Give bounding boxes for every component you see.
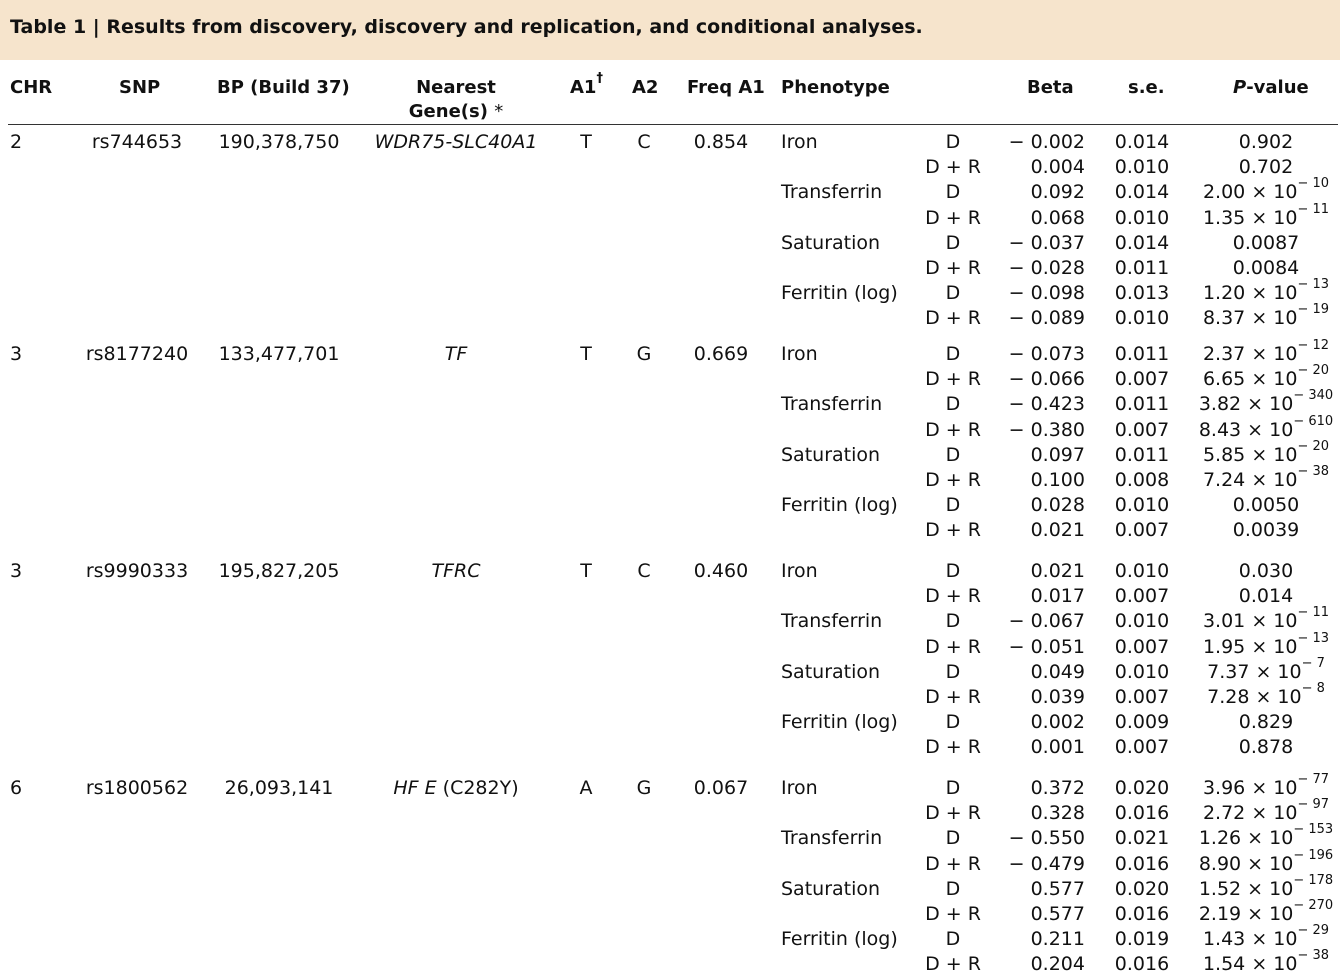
- phenotype-cell: Transferrin: [781, 610, 883, 632]
- header-phenotype: Phenotype: [781, 77, 890, 98]
- gene-cell: [431, 559, 480, 584]
- pvalue-cell: [1239, 735, 1293, 760]
- dataset-cell: D + R: [925, 257, 981, 279]
- pvalue-exponent: − 29: [1297, 922, 1330, 938]
- dataset-cell: D: [945, 878, 961, 900]
- se-cell: 0.010: [1114, 560, 1170, 582]
- pvalue-cell: [1233, 493, 1299, 518]
- freq-cell: 0.067: [693, 777, 749, 799]
- a1-cell: T: [580, 131, 592, 153]
- beta-cell: 0.002: [1030, 711, 1085, 733]
- se-cell: 0.007: [1114, 368, 1170, 390]
- se-cell: 0.019: [1114, 928, 1170, 950]
- gene-cell: [445, 342, 468, 367]
- a2-cell: C: [637, 131, 651, 153]
- pvalue-mantissa: 1.52 × 10: [1198, 878, 1294, 900]
- pvalue-mantissa: 1.35 × 10: [1202, 207, 1298, 229]
- header-gene: [409, 76, 503, 124]
- dataset-cell: D: [945, 393, 961, 415]
- dataset-cell: D + R: [925, 736, 981, 758]
- pvalue-exponent: − 13: [1297, 630, 1330, 646]
- pvalue-mantissa: 7.24 × 10: [1202, 469, 1298, 491]
- pvalue-exponent: − 11: [1297, 604, 1330, 620]
- snp-cell: rs9990333: [85, 560, 189, 582]
- pvalue-exponent: − 11: [1297, 201, 1330, 217]
- beta-cell: − 0.098: [1008, 282, 1085, 304]
- dataset-cell: D + R: [925, 307, 981, 329]
- se-cell: 0.016: [1114, 853, 1170, 875]
- se-cell: 0.007: [1114, 736, 1170, 758]
- pvalue-cell: [1239, 584, 1293, 609]
- beta-cell: − 0.002: [1008, 131, 1085, 153]
- se-cell: 0.008: [1114, 469, 1170, 491]
- pvalue-exponent: − 12: [1297, 337, 1330, 353]
- pvalue-mantissa: 3.01 × 10: [1202, 610, 1298, 632]
- a1-cell: T: [580, 343, 592, 365]
- a1-cell: T: [580, 560, 592, 582]
- pvalue-cell: [1202, 463, 1330, 493]
- pvalue-mantissa: 0.829: [1238, 711, 1294, 733]
- pvalue-mantissa: 8.90 × 10: [1198, 853, 1294, 875]
- header-bp: BP (Build 37): [217, 77, 350, 98]
- pvalue-mantissa: 0.030: [1238, 560, 1294, 582]
- chr-cell: 6: [10, 777, 23, 799]
- snp-cell: rs8177240: [85, 343, 189, 365]
- se-cell: 0.010: [1114, 494, 1170, 516]
- header-pvalue-p: P: [1233, 77, 1247, 98]
- pvalue-exponent: − 38: [1297, 463, 1330, 479]
- se-cell: 0.014: [1114, 131, 1170, 153]
- bp-cell: 133,477,701: [218, 343, 340, 365]
- dataset-cell: D: [945, 928, 961, 950]
- header-gene-footnote-mark: *: [494, 101, 504, 122]
- dataset-cell: D: [945, 131, 961, 153]
- dataset-cell: D + R: [925, 853, 981, 875]
- snp-cell: rs1800562: [85, 777, 189, 799]
- pvalue-mantissa: 0.702: [1238, 156, 1294, 178]
- beta-cell: − 0.073: [1008, 343, 1085, 365]
- table-caption: Table 1 | Results from discovery, discovery and replication, and conditional analyses.: [0, 0, 1340, 60]
- se-cell: 0.011: [1114, 393, 1170, 415]
- beta-cell: 0.092: [1030, 181, 1085, 203]
- dataset-cell: D + R: [925, 207, 981, 229]
- pvalue-mantissa: 0.0050: [1232, 494, 1300, 516]
- bp-cell: 26,093,141: [224, 777, 334, 799]
- header-beta: Beta: [1027, 77, 1074, 98]
- phenotype-cell: Saturation: [781, 232, 881, 254]
- phenotype-cell: Iron: [781, 343, 818, 365]
- beta-cell: 0.028: [1030, 494, 1085, 516]
- se-cell: 0.020: [1114, 777, 1170, 799]
- header-snp: SNP: [119, 77, 161, 98]
- dataset-cell: D + R: [925, 636, 981, 658]
- dataset-cell: D + R: [925, 519, 981, 541]
- phenotype-cell: Ferritin (log): [781, 928, 898, 950]
- pvalue-exponent: − 13: [1297, 276, 1330, 292]
- se-cell: 0.010: [1114, 661, 1170, 683]
- chr-cell: 3: [10, 343, 23, 365]
- beta-cell: 0.068: [1030, 207, 1085, 229]
- pvalue-exponent: − 153: [1293, 821, 1334, 837]
- gene-name: TF: [444, 343, 468, 365]
- pvalue-cell: [1233, 231, 1299, 256]
- phenotype-cell: Saturation: [781, 878, 881, 900]
- header-a1: [570, 71, 603, 100]
- header-freq: Freq A1: [687, 77, 765, 98]
- pvalue-cell: [1239, 155, 1293, 180]
- dataset-cell: D: [945, 343, 961, 365]
- header-chr: CHR: [10, 77, 53, 98]
- pvalue-mantissa: 3.96 × 10: [1202, 777, 1298, 799]
- beta-cell: 0.049: [1030, 661, 1085, 683]
- dataset-cell: D + R: [925, 802, 981, 824]
- dataset-cell: D: [945, 827, 961, 849]
- beta-cell: 0.039: [1030, 686, 1085, 708]
- pvalue-mantissa: 1.43 × 10: [1202, 928, 1298, 950]
- pvalue-cell: [1202, 947, 1330, 977]
- pvalue-exponent: − 340: [1293, 387, 1334, 403]
- dataset-cell: D + R: [925, 903, 981, 925]
- se-cell: 0.011: [1114, 444, 1170, 466]
- pvalue-mantissa: 8.37 × 10: [1202, 307, 1298, 329]
- beta-cell: 0.017: [1030, 585, 1085, 607]
- gene-cell: [393, 776, 518, 801]
- se-cell: 0.007: [1114, 686, 1170, 708]
- bp-cell: 195,827,205: [218, 560, 340, 582]
- pvalue-mantissa: 3.82 × 10: [1198, 393, 1294, 415]
- pvalue-mantissa: 8.43 × 10: [1198, 419, 1294, 441]
- pvalue-cell: [1202, 301, 1330, 331]
- pvalue-exponent: − 270: [1293, 897, 1334, 913]
- pvalue-exponent: − 20: [1297, 362, 1330, 378]
- dataset-cell: D: [945, 494, 961, 516]
- pvalue-mantissa: 1.95 × 10: [1202, 636, 1298, 658]
- gene-name: HF E: [393, 777, 437, 799]
- se-cell: 0.014: [1114, 232, 1170, 254]
- a2-cell: G: [636, 343, 652, 365]
- header-pvalue: [1233, 76, 1309, 100]
- pvalue-mantissa: 1.54 × 10: [1202, 953, 1298, 975]
- dataset-cell: D + R: [925, 156, 981, 178]
- pvalue-mantissa: 0.902: [1238, 131, 1294, 153]
- beta-cell: − 0.028: [1008, 257, 1085, 279]
- gene-name: WDR75-SLC40A1: [374, 131, 538, 153]
- se-cell: 0.007: [1114, 636, 1170, 658]
- gene-cell: [375, 130, 538, 155]
- pvalue-cell: [1233, 256, 1299, 281]
- pvalue-exponent: − 178: [1293, 872, 1334, 888]
- phenotype-cell: Transferrin: [781, 827, 883, 849]
- beta-cell: 0.021: [1030, 519, 1085, 541]
- phenotype-cell: Iron: [781, 131, 818, 153]
- beta-cell: 0.001: [1030, 736, 1085, 758]
- pvalue-mantissa: 6.65 × 10: [1202, 368, 1298, 390]
- pvalue-mantissa: 0.0039: [1232, 519, 1300, 541]
- pvalue-cell: [1239, 130, 1293, 155]
- beta-cell: 0.097: [1030, 444, 1085, 466]
- beta-cell: − 0.423: [1008, 393, 1085, 415]
- dataset-cell: D: [945, 282, 961, 304]
- beta-cell: − 0.037: [1008, 232, 1085, 254]
- pvalue-cell: [1202, 201, 1330, 231]
- pvalue-cell: [1207, 680, 1325, 710]
- dataset-cell: D: [945, 610, 961, 632]
- phenotype-cell: Ferritin (log): [781, 282, 898, 304]
- beta-cell: 0.372: [1030, 777, 1085, 799]
- pvalue-exponent: − 610: [1293, 413, 1334, 429]
- beta-cell: 0.021: [1030, 560, 1085, 582]
- pvalue-mantissa: 1.20 × 10: [1202, 282, 1298, 304]
- bp-cell: 190,378,750: [218, 131, 340, 153]
- pvalue-exponent: − 20: [1297, 438, 1330, 454]
- pvalue-cell: [1239, 710, 1293, 735]
- beta-cell: 0.328: [1030, 802, 1085, 824]
- beta-cell: 0.577: [1030, 878, 1085, 900]
- pvalue-exponent: − 38: [1297, 947, 1330, 963]
- pvalue-mantissa: 2.72 × 10: [1202, 802, 1298, 824]
- header-se: s.e.: [1128, 77, 1165, 98]
- se-cell: 0.011: [1114, 257, 1170, 279]
- a1-cell: A: [579, 777, 593, 799]
- se-cell: 0.016: [1114, 802, 1170, 824]
- se-cell: 0.013: [1114, 282, 1170, 304]
- se-cell: 0.021: [1114, 827, 1170, 849]
- chr-cell: 3: [10, 560, 23, 582]
- gene-name: TFRC: [431, 560, 481, 582]
- dataset-cell: D + R: [925, 368, 981, 390]
- dataset-cell: D: [945, 232, 961, 254]
- se-cell: 0.011: [1114, 343, 1170, 365]
- header-a2: A2: [632, 77, 659, 98]
- se-cell: 0.007: [1114, 585, 1170, 607]
- phenotype-cell: Ferritin (log): [781, 494, 898, 516]
- beta-cell: 0.577: [1030, 903, 1085, 925]
- phenotype-cell: Transferrin: [781, 393, 883, 415]
- pvalue-cell: [1233, 518, 1299, 543]
- pvalue-mantissa: 0.878: [1238, 736, 1294, 758]
- beta-cell: − 0.380: [1008, 419, 1085, 441]
- phenotype-cell: Saturation: [781, 661, 881, 683]
- pvalue-cell: [1239, 559, 1293, 584]
- header-gene-line2: Gene(s): [408, 101, 488, 122]
- freq-cell: 0.460: [693, 560, 749, 582]
- header-a1-label: A1: [570, 77, 597, 98]
- se-cell: 0.009: [1114, 711, 1170, 733]
- phenotype-cell: Saturation: [781, 444, 881, 466]
- table-header: [0, 60, 1340, 124]
- beta-cell: 0.100: [1030, 469, 1085, 491]
- pvalue-mantissa: 0.014: [1238, 585, 1294, 607]
- dataset-cell: D: [945, 560, 961, 582]
- phenotype-cell: Transferrin: [781, 181, 883, 203]
- beta-cell: − 0.550: [1008, 827, 1085, 849]
- pvalue-exponent: − 8: [1301, 680, 1325, 696]
- dataset-cell: D: [945, 444, 961, 466]
- pvalue-exponent: − 97: [1297, 796, 1330, 812]
- pvalue-exponent: − 196: [1293, 847, 1334, 863]
- pvalue-mantissa: 7.37 × 10: [1207, 661, 1302, 683]
- beta-cell: − 0.089: [1008, 307, 1085, 329]
- se-cell: 0.020: [1114, 878, 1170, 900]
- dataset-cell: D + R: [925, 686, 981, 708]
- phenotype-cell: Ferritin (log): [781, 711, 898, 733]
- se-cell: 0.007: [1114, 419, 1170, 441]
- snp-cell: rs744653: [91, 131, 183, 153]
- pvalue-mantissa: 0.0087: [1232, 232, 1300, 254]
- beta-cell: 0.004: [1030, 156, 1085, 178]
- se-cell: 0.010: [1114, 156, 1170, 178]
- freq-cell: 0.854: [693, 131, 749, 153]
- pvalue-mantissa: 2.37 × 10: [1202, 343, 1298, 365]
- beta-cell: 0.204: [1030, 953, 1085, 975]
- chr-cell: 2: [10, 131, 23, 153]
- beta-cell: 0.211: [1030, 928, 1085, 950]
- se-cell: 0.010: [1114, 610, 1170, 632]
- se-cell: 0.010: [1114, 307, 1170, 329]
- header-pvalue-rest: -value: [1246, 77, 1309, 98]
- beta-cell: − 0.067: [1008, 610, 1085, 632]
- dataset-cell: D: [945, 181, 961, 203]
- se-cell: 0.016: [1114, 953, 1170, 975]
- pvalue-mantissa: 7.28 × 10: [1207, 686, 1302, 708]
- pvalue-exponent: − 19: [1297, 301, 1330, 317]
- se-cell: 0.016: [1114, 903, 1170, 925]
- se-cell: 0.007: [1114, 519, 1170, 541]
- pvalue-exponent: − 10: [1297, 175, 1330, 191]
- header-a1-footnote-mark: †: [596, 71, 603, 86]
- pvalue-mantissa: 5.85 × 10: [1202, 444, 1298, 466]
- dataset-cell: D + R: [925, 469, 981, 491]
- phenotype-cell: Iron: [781, 777, 818, 799]
- se-cell: 0.014: [1114, 181, 1170, 203]
- dataset-cell: D + R: [925, 419, 981, 441]
- phenotype-cell: Iron: [781, 560, 818, 582]
- beta-cell: − 0.479: [1008, 853, 1085, 875]
- pvalue-exponent: − 7: [1301, 655, 1325, 671]
- a2-cell: C: [637, 560, 651, 582]
- dataset-cell: D + R: [925, 953, 981, 975]
- a2-cell: G: [636, 777, 652, 799]
- freq-cell: 0.669: [693, 343, 749, 365]
- beta-cell: − 0.066: [1008, 368, 1085, 390]
- pvalue-mantissa: 2.00 × 10: [1202, 181, 1298, 203]
- dataset-cell: D: [945, 777, 961, 799]
- gene-suffix: (C282Y): [436, 777, 519, 799]
- dataset-cell: D: [945, 711, 961, 733]
- header-rule: [8, 124, 1338, 125]
- beta-cell: − 0.051: [1008, 636, 1085, 658]
- pvalue-exponent: − 77: [1297, 771, 1330, 787]
- dataset-cell: D: [945, 661, 961, 683]
- dataset-cell: D + R: [925, 585, 981, 607]
- pvalue-mantissa: 2.19 × 10: [1198, 903, 1294, 925]
- se-cell: 0.010: [1114, 207, 1170, 229]
- header-gene-line1: Nearest: [416, 77, 496, 98]
- pvalue-mantissa: 0.0084: [1232, 257, 1300, 279]
- pvalue-mantissa: 1.26 × 10: [1198, 827, 1294, 849]
